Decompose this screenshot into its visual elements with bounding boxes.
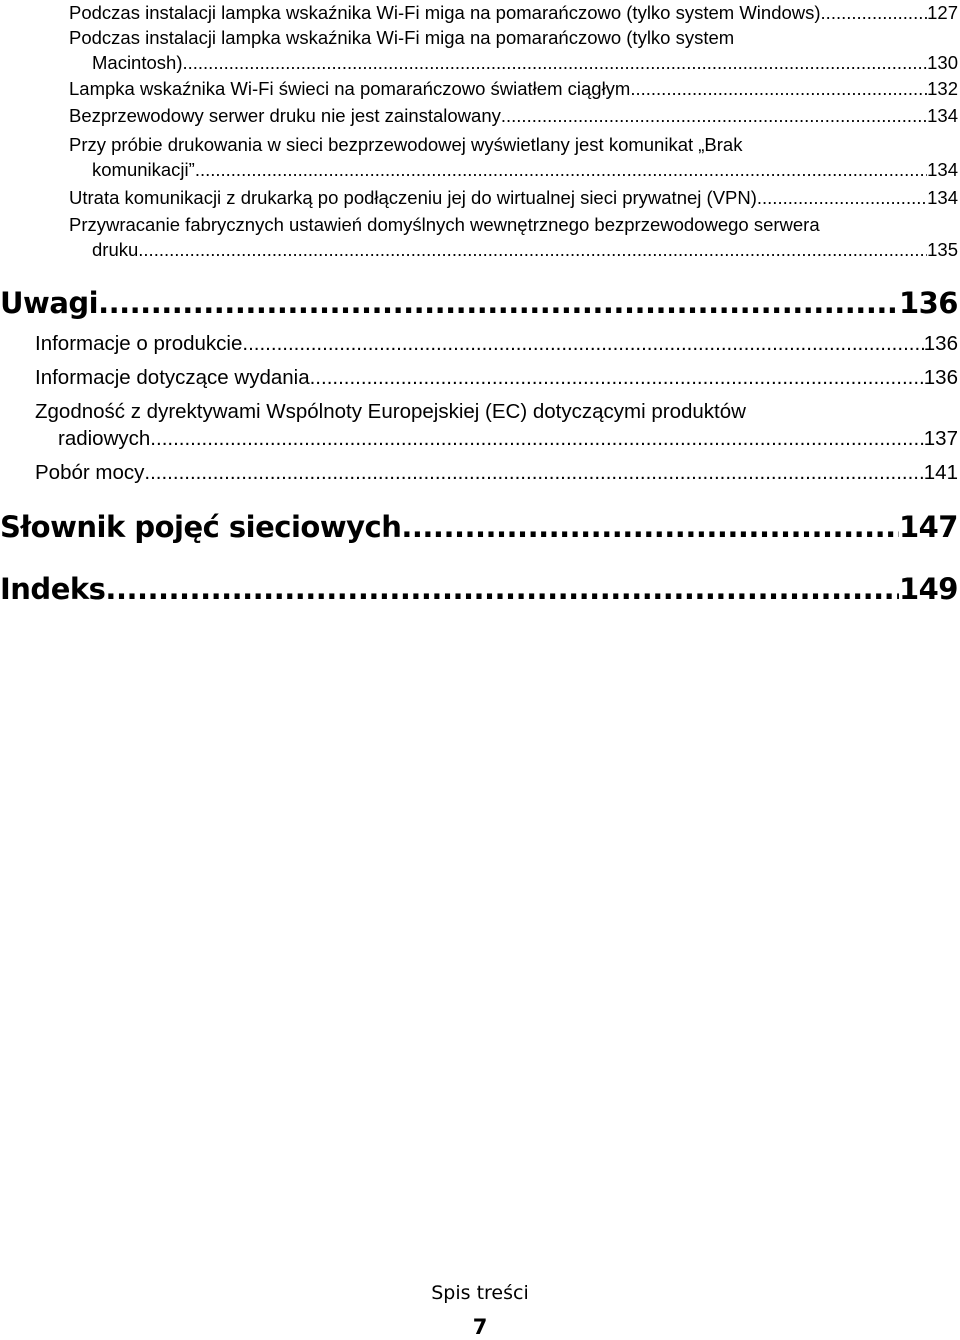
toc-chapter-heading[interactable]: [0, 508, 958, 546]
toc-chapter-page: 149: [898, 572, 958, 606]
toc-entry-page: 132: [927, 78, 958, 99]
toc-entry[interactable]: [92, 237, 958, 263]
toc-entry-page: 134: [927, 105, 958, 126]
toc-chapter-title: Słownik pojęć sieciowych: [0, 510, 402, 544]
toc-entry-title: Utrata komunikacji z drukarką po podłączeniu jej do wirtualnej sieci prywatnej (VPN): [69, 187, 757, 208]
toc-entry-page: 130: [927, 52, 958, 73]
toc-entry-title-line2: druku: [92, 239, 139, 260]
toc-entry[interactable]: [92, 50, 958, 76]
toc-entry-page: 134: [927, 159, 958, 180]
toc-chapter-page: 136: [898, 286, 958, 320]
toc-entry[interactable]: [69, 0, 958, 26]
toc-entry-page: 141: [923, 461, 958, 484]
toc-entry-page: 137: [923, 427, 958, 450]
leader-dots: [242, 329, 923, 359]
toc-entry[interactable]: [35, 458, 958, 488]
toc-entry-title-line1[interactable]: Przywracanie fabrycznych ustawień domyślnych wewnętrznego bezprzewodowego serwera: [69, 214, 820, 235]
toc-entry-title: Informacje o produkcie: [35, 332, 243, 355]
toc-entry-title: Pobór mocy: [35, 461, 145, 484]
leader-dots: [630, 76, 927, 102]
toc-entry-page: 134: [927, 187, 958, 208]
toc-entry-title-line2: Macintosh).: [92, 52, 188, 73]
toc-entry-title: Informacje dotyczące wydania: [35, 366, 310, 389]
toc-chapter-title: Uwagi: [0, 286, 99, 320]
toc-chapter-title: Indeks: [0, 572, 106, 606]
toc-entry[interactable]: [69, 103, 958, 129]
leader-dots: [401, 508, 899, 546]
leader-dots: [195, 157, 927, 183]
toc-entry[interactable]: [92, 157, 958, 183]
toc-chapter-heading[interactable]: [0, 284, 958, 322]
toc-entry[interactable]: [35, 363, 958, 393]
toc-entry-title: Bezprzewodowy serwer druku nie jest zainstalowany: [69, 105, 501, 126]
toc-entry[interactable]: [35, 329, 958, 359]
leader-dots: [150, 424, 923, 454]
toc-entry-title: Podczas instalacji lampka wskaźnika Wi-Fi miga na pomarańczowo (tylko system Windows): [69, 2, 821, 23]
toc-entry-title-line2: komunikacji”: [92, 159, 195, 180]
leader-dots: [501, 103, 927, 129]
toc-entry-title-line1[interactable]: Zgodność z dyrektywami Wspólnoty Europejskiej (EC) dotyczącymi produktów: [35, 400, 746, 423]
leader-dots: [98, 284, 899, 322]
leader-dots: [144, 458, 923, 488]
footer-section-title: Spis treści: [431, 1282, 529, 1304]
toc-entry-page: 136: [923, 332, 958, 355]
toc-entry-page: 127: [927, 2, 958, 23]
leader-dots: [138, 237, 927, 263]
toc-chapter-heading[interactable]: [0, 570, 958, 608]
leader-dots: [188, 50, 928, 76]
toc-entry-title-line2: radiowych: [58, 427, 151, 450]
leader-dots: [105, 570, 899, 608]
toc-entry-page: 135: [927, 239, 958, 260]
toc-entry-title-line1[interactable]: Przy próbie drukowania w sieci bezprzewodowej wyświetlany jest komunikat „Brak: [69, 134, 743, 155]
leader-dots: [757, 185, 927, 211]
leader-dots: [310, 363, 924, 393]
toc-entry-title-line1[interactable]: Podczas instalacji lampka wskaźnika Wi-Fi miga na pomarańczowo (tylko system: [69, 27, 735, 48]
toc-entry-page: 136: [923, 366, 958, 389]
footer-page-number: 7: [472, 1315, 488, 1339]
toc-entry[interactable]: [69, 76, 958, 102]
leader-dots: [821, 0, 928, 26]
toc-chapter-page: 147: [898, 510, 958, 544]
toc-entry-title: Lampka wskaźnika Wi-Fi świeci na pomarańczowo światłem ciągłym: [69, 78, 631, 99]
toc-entry[interactable]: [58, 424, 958, 454]
toc-entry[interactable]: [69, 185, 958, 211]
